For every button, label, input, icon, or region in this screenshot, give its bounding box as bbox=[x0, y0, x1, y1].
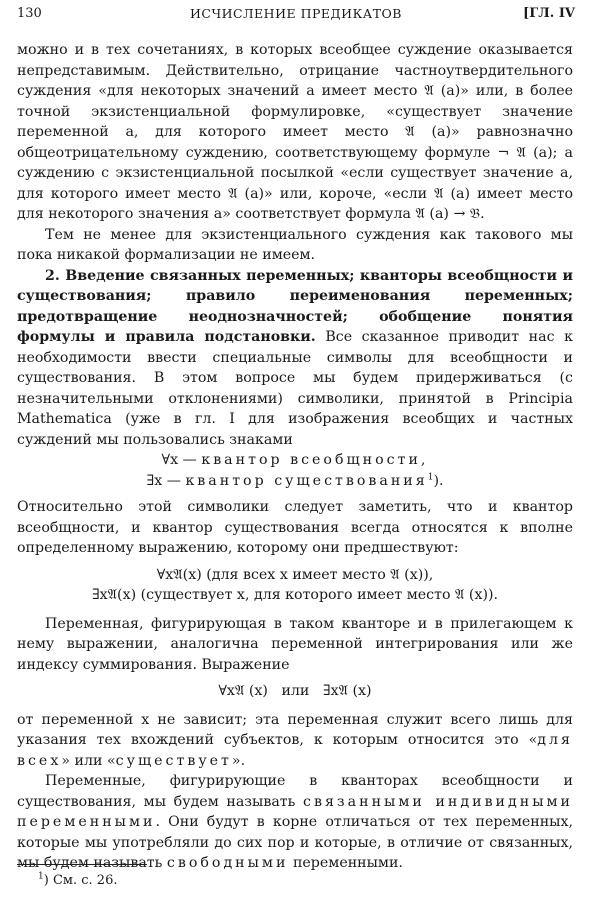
existential-symbol: ∃x — bbox=[146, 472, 181, 489]
paragraph-7-c: . Они будут в корне отличаться от тех переменных, которые мы употребляли до сих пор и которые, в отличие от связанных, мы будем называть bbox=[17, 814, 573, 871]
paragraph-1: можно и в тех сочетаниях, в которых всеобщее суждение оказывается непредставимым. Действительно, отрицание частноутвердительного суждения «для некоторых значений a имеет место 𝔄 (a)» или, в более точной экзистенциальной формулировке, «существует значение переменной a, для которого имеет место 𝔄 (a)» равнозначно общеотрицательному суждению, соответствующему формуле ¬ 𝔄 (a); а суждению с экзистенциальной посылкой «если существует значение a, для которого имеет место 𝔄 (a)» или, короче, «если 𝔄 (a) имеет место для некоторого значения a» соответствует формула 𝔄 (a) → 𝔅. bbox=[17, 42, 573, 222]
term-bound-variables: связанными индивидными переменными bbox=[17, 793, 573, 830]
phrase-for-all: для всех bbox=[17, 732, 573, 769]
existential-label: квантор существования bbox=[185, 472, 428, 489]
universal-label: квантор всеобщности, bbox=[201, 452, 429, 468]
paragraph-4: Относительно этой символики следует заметить, что и квантор всеобщности, и квантор существования всегда относятся к вполне определенному выражению, которому они предшествуют: bbox=[17, 499, 573, 556]
chapter-label: [ГЛ. IV bbox=[523, 6, 575, 21]
formula-block-2: ∀x𝔄 (x) или ∃x𝔄 (x) bbox=[218, 683, 372, 699]
phrase-exists: существует bbox=[115, 752, 232, 769]
term-free: свободными bbox=[166, 855, 289, 871]
main-text bbox=[17, 40, 573, 874]
footnote bbox=[38, 873, 117, 888]
footnote-ref: 1 bbox=[427, 471, 434, 482]
page-number: 130 bbox=[17, 6, 42, 21]
running-title: ИСЧИСЛЕНИЕ ПРЕДИКАТОВ bbox=[190, 6, 402, 21]
paragraph-2: Тем не менее для экзистенциального суждения как такового мы пока никакой формализации не имеем. bbox=[17, 226, 573, 263]
paragraph-6-c: » или « bbox=[61, 752, 116, 769]
paragraph-7-e: переменными. bbox=[288, 855, 403, 871]
paragraph-7-a: Переменные, фигурирующие в кванторах всеобщности и существования, мы будем называть bbox=[17, 773, 573, 810]
paragraph-6-a: от переменной x не зависит; эта переменная служит всего лишь для указания тех вхождений субъектов, к которым относится это « bbox=[17, 711, 573, 748]
existential-tail: ). bbox=[433, 472, 444, 489]
paragraph-6 bbox=[17, 710, 573, 772]
paragraph-5: Переменная, фигурирующая в таком кванторе и в прилегающем к нему выражении, аналогична переменной интегрирования или же индексу суммирования. Выражение bbox=[17, 615, 573, 673]
footnote-text: ) См. с. 26. bbox=[43, 873, 118, 888]
running-header bbox=[17, 6, 575, 26]
section-heading: 2. Введение связанных переменных; кванторы всеобщности и существования; правило переименования переменных; предотвращение неоднозначностей; обобщение понятия формулы и правила подстановки. bbox=[17, 267, 573, 345]
formula-existential: ∃x𝔄(x) (существует x, для которого имеет место 𝔄 (x)). bbox=[91, 587, 499, 603]
paragraph-6-e: ». bbox=[231, 752, 246, 769]
footnote-divider bbox=[17, 864, 147, 865]
quantifier-definitions bbox=[17, 450, 573, 491]
quantifier-universal bbox=[17, 450, 573, 471]
formula-block-1 bbox=[17, 565, 573, 606]
paragraph-7 bbox=[17, 771, 573, 874]
paragraph-3-text: Все сказанное приводит нас к необходимости ввести специальные символы для всеобщности и существования. В этом вопросе мы будем придерживаться (с незначительными отклонениями) символики, принятой в Principia Mathematica (уже в гл. I для изображения всеобщих и частных суждений мы пользовались знаками bbox=[17, 329, 573, 448]
paragraph-3 bbox=[17, 266, 573, 451]
footnote-marker: 1 bbox=[38, 871, 44, 882]
universal-symbol: ∀x — bbox=[161, 452, 197, 468]
quantifier-existential bbox=[17, 471, 573, 492]
formula-universal: ∀x𝔄(x) (для всех x имеет место 𝔄 (x)), bbox=[156, 566, 434, 583]
